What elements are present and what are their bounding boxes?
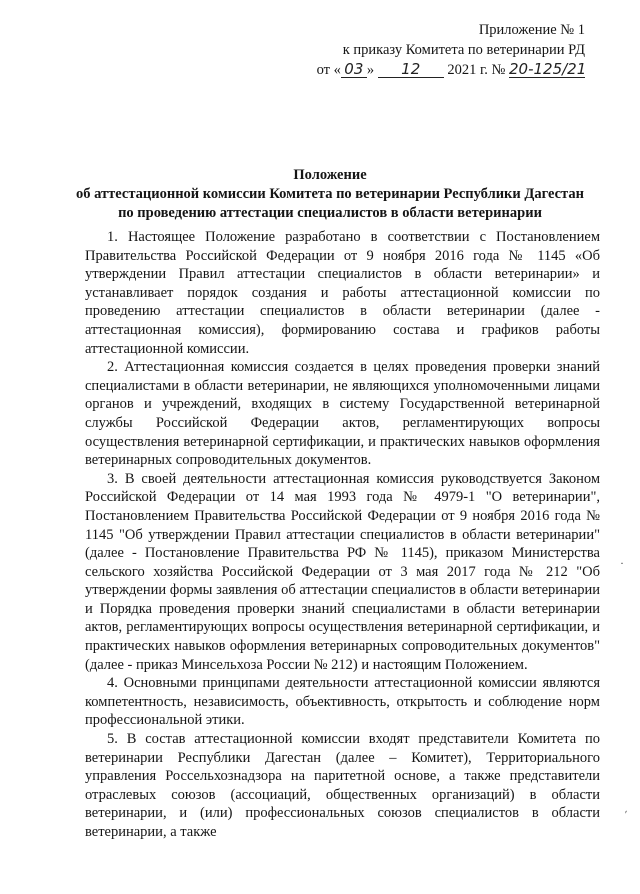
handwritten-day: 03 [341, 61, 367, 78]
title-line-2: об аттестационной комиссии Комитета по ветеринарии Республики Дагестан [76, 186, 584, 202]
date-year: 2021 г. № [447, 62, 506, 78]
paragraph-2: 2. Аттестационная комиссия создается в целях проведения проверки знаний специалистами в области ветеринарии, не являющихся уполномоченными лицами органов и учреждений, входящих в систему Государственной ветеринарной службы Российской Федерации актов, регламентирующих вопросы осуществления ветеринарной сертификации, и практических навыков оформления ветеринарных сопроводительных документов. [85, 359, 600, 469]
title-line-3: по проведению аттестации специалистов в области ветеринарии [118, 205, 542, 221]
scan-speck: · [620, 556, 624, 570]
handwritten-order-number: 20-125/21 [509, 60, 587, 78]
appendix-header [285, 20, 585, 80]
paragraph-4: 4. Основными принципами деятельности аттестационной комиссии являются компетентность, независимость, объективность, открытость и соблюдение норм профессиональной этики. [85, 675, 600, 729]
date-mid: » [366, 62, 375, 78]
document-body [85, 228, 600, 842]
handwritten-month: 12 [378, 61, 444, 78]
appendix-date-line [285, 60, 585, 80]
scan-mark: ˊ [622, 808, 633, 823]
document-title [60, 166, 600, 223]
appendix-number: Приложение № 1 [478, 22, 585, 38]
title-line-1: Положение [293, 167, 367, 183]
paragraph-1: 1. Настоящее Положение разработано в соответствии с Постановлением Правительства Российской Федерации от 9 ноября 2016 года № 1145 «Об утверждении Правил аттестации специалистов в области ветеринарии» и устанавливает порядок создания и работы аттестационной комиссии по проведению аттестации специалистов в области ветеринарии (далее - аттестационная комиссия), формированию состава и графиков работы аттестационной комиссии. [85, 229, 600, 357]
paragraph-5: 5. В состав аттестационной комиссии входят представители Комитета по ветеринарии Республики Дагестан (далее – Комитет), Территориального управления Россельхознадзора на паритетной основе, а также представители отраслевых союзов (ассоциаций, общественных организаций) в области ветеринарии, и (или) профессиональных союзов специалистов в области ветеринарии, а также [85, 731, 600, 840]
date-prefix: от « [316, 62, 341, 78]
appendix-order-reference: к приказу Комитета по ветеринарии РД [342, 42, 585, 58]
paragraph-3: 3. В своей деятельности аттестационная комиссия руководствуется Законом Российской Федерации от 14 мая 1993 года № 4979-1 "О ветеринарии", Постановлением Правительства Российской Федерации от 9 ноября 2016 года № 1145 "Об утверждении Правил аттестации специалистов в области ветеринарии" (далее - Постановление Правительства РФ № 1145), приказом Министерства сельского хозяйства Российской Федерации от 3 мая 2017 года № 212 "Об утверждении формы заявления об аттестации специалистов в области ветеринарии и Порядка проведения проверки знаний специалистами в области ветеринарии актов, регламентирующих вопросы осуществления ветеринарной сертификации, и практических навыков оформления ветеринарных сопроводительных документов" (далее - приказ Минсельхоза России № 212) и настоящим Положением. [85, 470, 600, 673]
